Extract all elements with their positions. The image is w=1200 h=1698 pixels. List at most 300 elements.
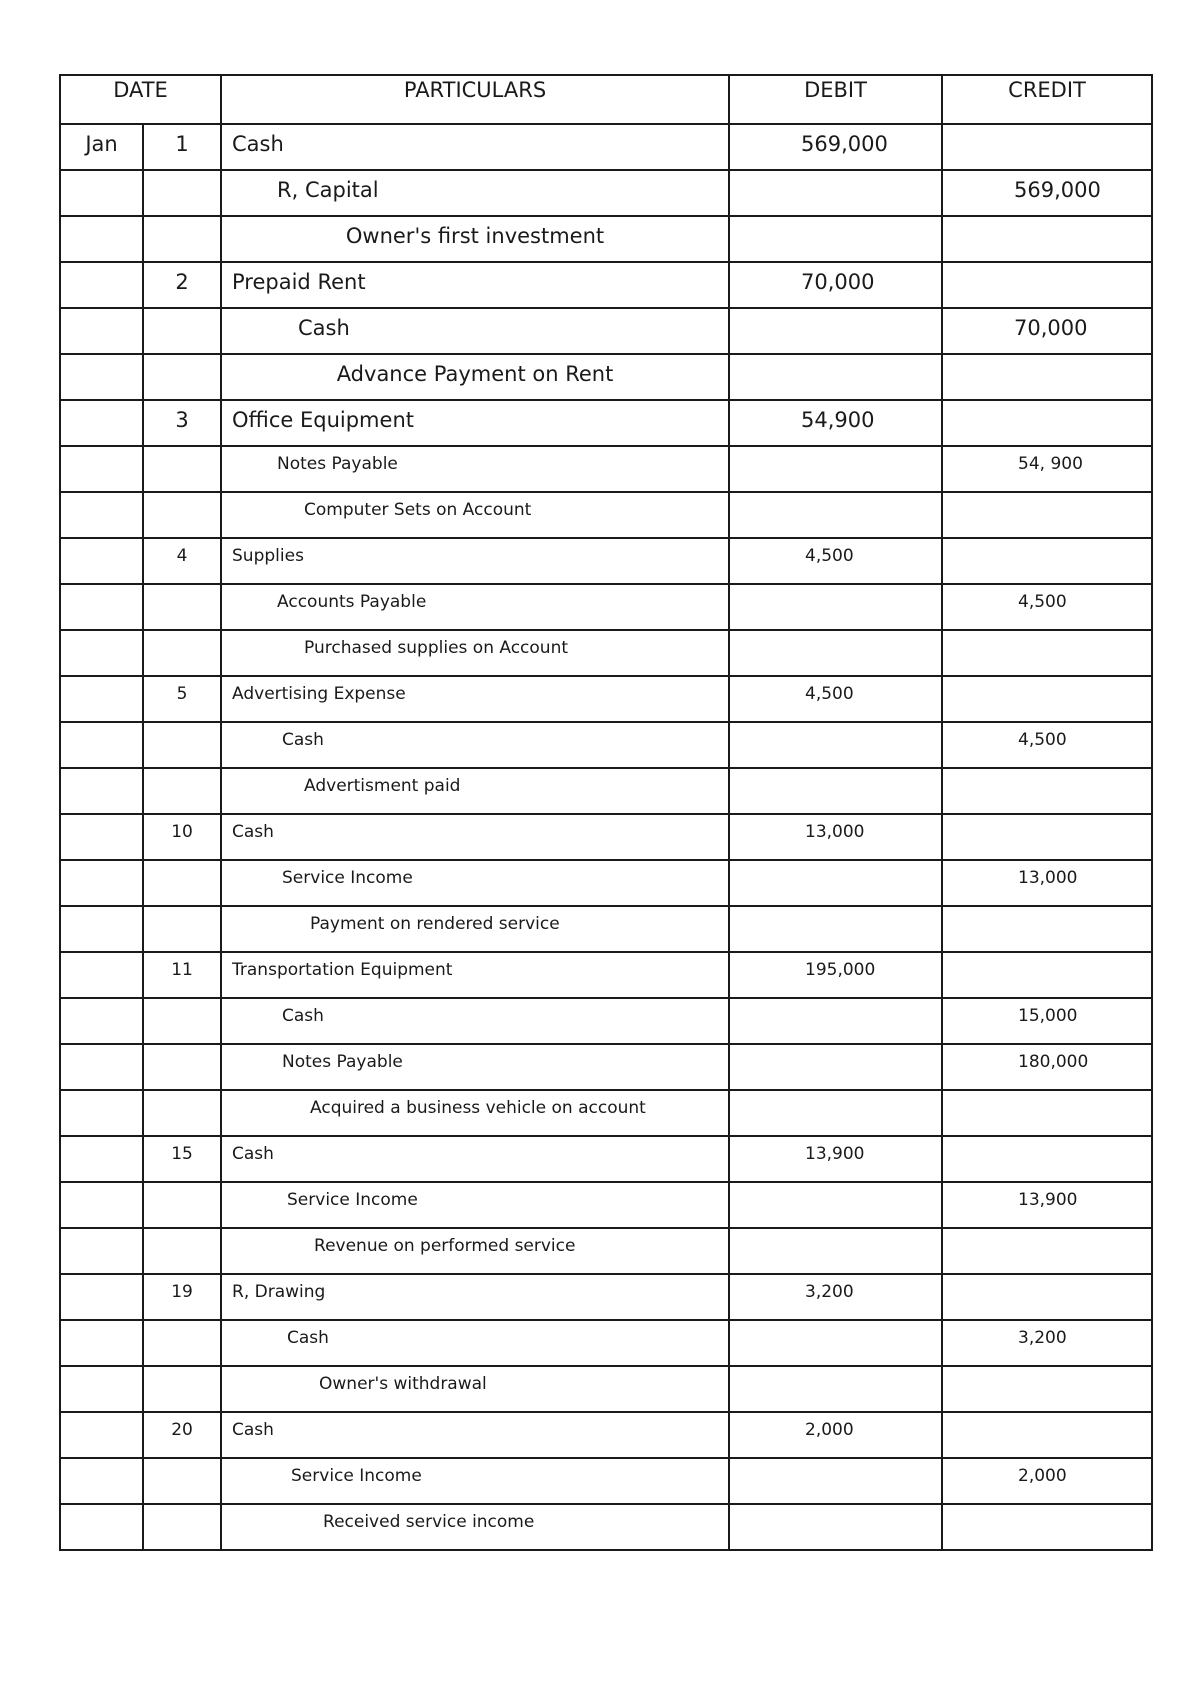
debit-amount	[730, 999, 941, 1006]
date-day-cell	[143, 446, 221, 492]
date-day-cell	[143, 1136, 221, 1182]
credit-amount: 180,000	[1018, 1052, 1089, 1072]
credit-amount	[943, 907, 1151, 914]
particulars: Payment on rendered service	[310, 914, 560, 934]
credit-amount-cell	[942, 400, 1152, 446]
particulars-cell	[221, 1136, 729, 1182]
credit-amount: 70,000	[1014, 316, 1088, 340]
debit-amount-cell	[729, 1090, 942, 1136]
date-day	[144, 585, 220, 592]
particulars-cell	[221, 676, 729, 722]
date-day	[144, 493, 220, 500]
debit-amount-cell	[729, 1182, 942, 1228]
debit-amount-cell	[729, 1320, 942, 1366]
credit-amount	[943, 1137, 1151, 1144]
date-month-cell	[60, 860, 143, 906]
date-month	[61, 447, 142, 454]
date-month	[61, 355, 142, 362]
particulars-cell	[221, 722, 729, 768]
credit-amount	[943, 125, 1151, 132]
particulars: Notes Payable	[277, 454, 398, 474]
journal-row	[60, 308, 1152, 354]
date-day: 5	[176, 684, 188, 704]
debit-amount-cell	[729, 630, 942, 676]
date-day-cell	[143, 1366, 221, 1412]
date-day-cell	[143, 1320, 221, 1366]
date-month-cell	[60, 1412, 143, 1458]
particulars-cell	[221, 584, 729, 630]
credit-amount	[943, 1367, 1151, 1374]
particulars-cell	[221, 124, 729, 170]
credit-amount-cell	[942, 1090, 1152, 1136]
credit-amount: 15,000	[1018, 1006, 1078, 1026]
date-day-cell	[143, 354, 221, 400]
debit-amount: 3,200	[805, 1282, 854, 1302]
date-day-cell	[143, 1412, 221, 1458]
particulars: Service Income	[282, 868, 413, 888]
credit-amount-cell	[942, 1458, 1152, 1504]
journal-row	[60, 1044, 1152, 1090]
debit-amount	[730, 1091, 941, 1098]
date-month	[61, 907, 142, 914]
date-day-cell	[143, 952, 221, 998]
date-month	[61, 861, 142, 868]
credit-amount	[943, 1505, 1151, 1512]
debit-amount: 70,000	[801, 270, 875, 294]
date-day-cell	[143, 262, 221, 308]
particulars-cell	[221, 630, 729, 676]
date-day-cell	[143, 170, 221, 216]
date-month	[61, 585, 142, 592]
date-month	[61, 1137, 142, 1144]
date-month-cell	[60, 446, 143, 492]
particulars-cell	[221, 538, 729, 584]
journal-row	[60, 124, 1152, 170]
debit-amount	[730, 631, 941, 638]
particulars: Owner's first investment	[345, 224, 605, 248]
date-month-cell	[60, 492, 143, 538]
particulars: Owner's withdrawal	[319, 1374, 487, 1394]
date-month-cell	[60, 216, 143, 262]
date-day	[144, 631, 220, 638]
journal-row	[60, 952, 1152, 998]
particulars-cell	[221, 1504, 729, 1550]
credit-amount	[943, 815, 1151, 822]
debit-amount	[730, 217, 941, 224]
particulars-cell	[221, 1044, 729, 1090]
journal-row	[60, 354, 1152, 400]
credit-amount-cell	[942, 1044, 1152, 1090]
journal-row	[60, 492, 1152, 538]
journal-row	[60, 860, 1152, 906]
credit-amount-cell	[942, 952, 1152, 998]
date-month	[61, 953, 142, 960]
particulars-cell	[221, 814, 729, 860]
particulars: Computer Sets on Account	[304, 500, 532, 520]
debit-amount-cell	[729, 354, 942, 400]
particulars-cell	[221, 860, 729, 906]
particulars: Cash	[232, 822, 274, 842]
date-month	[61, 769, 142, 776]
debit-amount: 13,000	[805, 822, 865, 842]
credit-amount: 3,200	[1018, 1328, 1067, 1348]
date-month-cell	[60, 1228, 143, 1274]
particulars: Purchased supplies on Account	[304, 638, 569, 658]
particulars: Supplies	[232, 546, 304, 566]
debit-amount-cell	[729, 124, 942, 170]
credit-amount: 2,000	[1018, 1466, 1067, 1486]
journal-row	[60, 170, 1152, 216]
journal-row	[60, 768, 1152, 814]
date-day-cell	[143, 998, 221, 1044]
particulars-cell	[221, 768, 729, 814]
date-day-cell	[143, 1090, 221, 1136]
debit-amount	[730, 447, 941, 454]
date-month-cell	[60, 1504, 143, 1550]
debit-amount: 4,500	[805, 684, 854, 704]
date-day-cell	[143, 1044, 221, 1090]
credit-amount-cell	[942, 768, 1152, 814]
date-month-cell	[60, 722, 143, 768]
debit-amount: 2,000	[805, 1420, 854, 1440]
date-day: 2	[175, 270, 189, 294]
debit-amount	[730, 1045, 941, 1052]
particulars: Service Income	[291, 1466, 422, 1486]
date-month-cell	[60, 170, 143, 216]
date-day	[144, 1045, 220, 1052]
particulars-cell	[221, 492, 729, 538]
debit-amount: 195,000	[805, 960, 876, 980]
date-month	[61, 1275, 142, 1282]
date-day: 20	[171, 1420, 193, 1440]
debit-amount-cell	[729, 1412, 942, 1458]
debit-amount	[730, 1367, 941, 1374]
particulars: Notes Payable	[282, 1052, 403, 1072]
date-month-cell	[60, 262, 143, 308]
journal-row	[60, 906, 1152, 952]
credit-amount: 13,000	[1018, 868, 1078, 888]
date-month-cell	[60, 1366, 143, 1412]
credit-amount: 13,900	[1018, 1190, 1078, 1210]
date-month-cell	[60, 584, 143, 630]
debit-amount-cell	[729, 1504, 942, 1550]
particulars-cell	[221, 1366, 729, 1412]
date-day-cell	[143, 676, 221, 722]
credit-amount-cell	[942, 216, 1152, 262]
date-day	[144, 1091, 220, 1098]
date-day-cell	[143, 492, 221, 538]
date-day-cell	[143, 1228, 221, 1274]
date-day: 10	[171, 822, 193, 842]
date-day-cell	[143, 814, 221, 860]
header-debit: DEBIT	[729, 75, 942, 124]
credit-amount	[943, 263, 1151, 270]
credit-amount-cell	[942, 1136, 1152, 1182]
date-day-cell	[143, 216, 221, 262]
date-month-cell	[60, 354, 143, 400]
journal-row	[60, 722, 1152, 768]
journal-row	[60, 446, 1152, 492]
journal-row	[60, 1136, 1152, 1182]
credit-amount	[943, 401, 1151, 408]
date-month-cell	[60, 768, 143, 814]
debit-amount	[730, 907, 941, 914]
debit-amount-cell	[729, 216, 942, 262]
particulars-cell	[221, 1458, 729, 1504]
date-day: 1	[175, 132, 189, 156]
particulars-cell	[221, 1412, 729, 1458]
particulars: Accounts Payable	[277, 592, 427, 612]
particulars-cell	[221, 1274, 729, 1320]
date-month	[61, 677, 142, 684]
date-day-cell	[143, 768, 221, 814]
debit-amount	[730, 171, 941, 178]
date-month-cell	[60, 1320, 143, 1366]
debit-amount: 54,900	[801, 408, 875, 432]
debit-amount-cell	[729, 492, 942, 538]
date-day-cell	[143, 722, 221, 768]
debit-amount	[730, 1505, 941, 1512]
credit-amount-cell	[942, 1228, 1152, 1274]
credit-amount-cell	[942, 170, 1152, 216]
journal-row	[60, 1504, 1152, 1550]
journal-row	[60, 1182, 1152, 1228]
date-month-cell	[60, 1274, 143, 1320]
debit-amount-cell	[729, 860, 942, 906]
date-day: 15	[171, 1144, 193, 1164]
date-day	[144, 355, 220, 362]
date-day-cell	[143, 906, 221, 952]
debit-amount-cell	[729, 906, 942, 952]
credit-amount-cell	[942, 124, 1152, 170]
particulars: Advertising Expense	[232, 684, 406, 704]
credit-amount-cell	[942, 998, 1152, 1044]
credit-amount	[943, 677, 1151, 684]
date-day-cell	[143, 124, 221, 170]
credit-amount-cell	[942, 722, 1152, 768]
date-month	[61, 171, 142, 178]
particulars: Cash	[282, 1006, 324, 1026]
date-day: 3	[175, 408, 189, 432]
journal-row	[60, 262, 1152, 308]
date-month	[61, 815, 142, 822]
debit-amount	[730, 769, 941, 776]
debit-amount: 4,500	[805, 546, 854, 566]
journal-row	[60, 676, 1152, 722]
date-day-cell	[143, 1458, 221, 1504]
date-day-cell	[143, 1504, 221, 1550]
date-day-cell	[143, 538, 221, 584]
date-day	[144, 171, 220, 178]
date-month-cell	[60, 1044, 143, 1090]
debit-amount-cell	[729, 1458, 942, 1504]
debit-amount-cell	[729, 1136, 942, 1182]
date-month: Jan	[85, 132, 118, 156]
journal-row	[60, 1458, 1152, 1504]
credit-amount-cell	[942, 1274, 1152, 1320]
debit-amount-cell	[729, 262, 942, 308]
date-day-cell	[143, 584, 221, 630]
debit-amount-cell	[729, 952, 942, 998]
journal-row	[60, 216, 1152, 262]
credit-amount	[943, 1275, 1151, 1282]
credit-amount-cell	[942, 860, 1152, 906]
particulars: Office Equipment	[232, 408, 414, 432]
debit-amount-cell	[729, 814, 942, 860]
journal-row	[60, 1412, 1152, 1458]
credit-amount-cell	[942, 814, 1152, 860]
header-credit: CREDIT	[942, 75, 1152, 124]
debit-amount	[730, 1459, 941, 1466]
credit-amount	[943, 1091, 1151, 1098]
date-month-cell	[60, 1136, 143, 1182]
debit-amount: 569,000	[801, 132, 888, 156]
journal-row	[60, 400, 1152, 446]
date-month	[61, 1367, 142, 1374]
particulars: Advance Payment on Rent	[336, 362, 614, 386]
credit-amount-cell	[942, 1504, 1152, 1550]
particulars: R, Drawing	[232, 1282, 326, 1302]
date-month	[61, 401, 142, 408]
particulars: Received service income	[323, 1512, 535, 1532]
date-day-cell	[143, 1182, 221, 1228]
debit-amount-cell	[729, 584, 942, 630]
journal-row	[60, 630, 1152, 676]
date-day	[144, 861, 220, 868]
date-day: 11	[171, 960, 193, 980]
credit-amount-cell	[942, 1412, 1152, 1458]
credit-amount-cell	[942, 308, 1152, 354]
date-month	[61, 1321, 142, 1328]
debit-amount	[730, 1229, 941, 1236]
particulars-cell	[221, 262, 729, 308]
date-month	[61, 723, 142, 730]
credit-amount	[943, 769, 1151, 776]
date-day	[144, 1505, 220, 1512]
credit-amount-cell	[942, 446, 1152, 492]
credit-amount-cell	[942, 262, 1152, 308]
particulars-cell	[221, 308, 729, 354]
credit-amount: 54, 900	[1018, 454, 1083, 474]
date-month	[61, 1505, 142, 1512]
journal-row	[60, 1228, 1152, 1274]
debit-amount	[730, 355, 941, 362]
credit-amount-cell	[942, 676, 1152, 722]
particulars-cell	[221, 1320, 729, 1366]
particulars-cell	[221, 1228, 729, 1274]
particulars: Cash	[287, 1328, 329, 1348]
journal-row	[60, 998, 1152, 1044]
particulars: Service Income	[287, 1190, 418, 1210]
date-month-cell	[60, 676, 143, 722]
credit-amount	[943, 539, 1151, 546]
date-month	[61, 1413, 142, 1420]
debit-amount-cell	[729, 998, 942, 1044]
particulars-cell	[221, 1182, 729, 1228]
date-month-cell	[60, 1090, 143, 1136]
date-day-cell	[143, 1274, 221, 1320]
date-month	[61, 1459, 142, 1466]
particulars: Cash	[282, 730, 324, 750]
particulars-cell	[221, 354, 729, 400]
date-month-cell	[60, 1182, 143, 1228]
date-day-cell	[143, 400, 221, 446]
date-month	[61, 539, 142, 546]
date-day: 19	[171, 1282, 193, 1302]
debit-amount-cell	[729, 722, 942, 768]
credit-amount-cell	[942, 1366, 1152, 1412]
particulars: Cash	[232, 1144, 274, 1164]
credit-amount-cell	[942, 538, 1152, 584]
date-day	[144, 1459, 220, 1466]
journal-row	[60, 814, 1152, 860]
particulars-cell	[221, 170, 729, 216]
date-day	[144, 769, 220, 776]
date-month	[61, 263, 142, 270]
particulars-cell	[221, 998, 729, 1044]
particulars-cell	[221, 906, 729, 952]
date-day	[144, 999, 220, 1006]
particulars-cell	[221, 952, 729, 998]
particulars-cell	[221, 446, 729, 492]
journal-row	[60, 1320, 1152, 1366]
date-day: 4	[176, 546, 188, 566]
credit-amount-cell	[942, 584, 1152, 630]
debit-amount	[730, 1321, 941, 1328]
credit-amount	[943, 493, 1151, 500]
debit-amount-cell	[729, 676, 942, 722]
debit-amount-cell	[729, 1044, 942, 1090]
credit-amount	[943, 355, 1151, 362]
date-day	[144, 1229, 220, 1236]
date-month-cell	[60, 906, 143, 952]
debit-amount-cell	[729, 1274, 942, 1320]
credit-amount: 4,500	[1018, 592, 1067, 612]
particulars: Transportation Equipment	[232, 960, 453, 980]
debit-amount	[730, 861, 941, 868]
credit-amount-cell	[942, 630, 1152, 676]
debit-amount-cell	[729, 170, 942, 216]
date-day-cell	[143, 630, 221, 676]
date-day	[144, 1367, 220, 1374]
debit-amount-cell	[729, 400, 942, 446]
credit-amount	[943, 631, 1151, 638]
journal-row	[60, 538, 1152, 584]
date-month-cell	[60, 400, 143, 446]
journal-body	[60, 124, 1152, 1550]
particulars: Cash	[232, 132, 284, 156]
date-month	[61, 493, 142, 500]
debit-amount: 13,900	[805, 1144, 865, 1164]
credit-amount-cell	[942, 354, 1152, 400]
debit-amount	[730, 309, 941, 316]
journal-row	[60, 1090, 1152, 1136]
particulars: Advertisment paid	[304, 776, 461, 796]
particulars-cell	[221, 400, 729, 446]
date-day-cell	[143, 308, 221, 354]
debit-amount-cell	[729, 446, 942, 492]
date-day	[144, 1183, 220, 1190]
credit-amount	[943, 1413, 1151, 1420]
date-day	[144, 217, 220, 224]
credit-amount: 569,000	[1014, 178, 1101, 202]
date-month-cell	[60, 1458, 143, 1504]
debit-amount-cell	[729, 768, 942, 814]
date-month	[61, 1091, 142, 1098]
date-month-cell	[60, 998, 143, 1044]
particulars-cell	[221, 216, 729, 262]
particulars: Acquired a business vehicle on account	[310, 1098, 646, 1118]
